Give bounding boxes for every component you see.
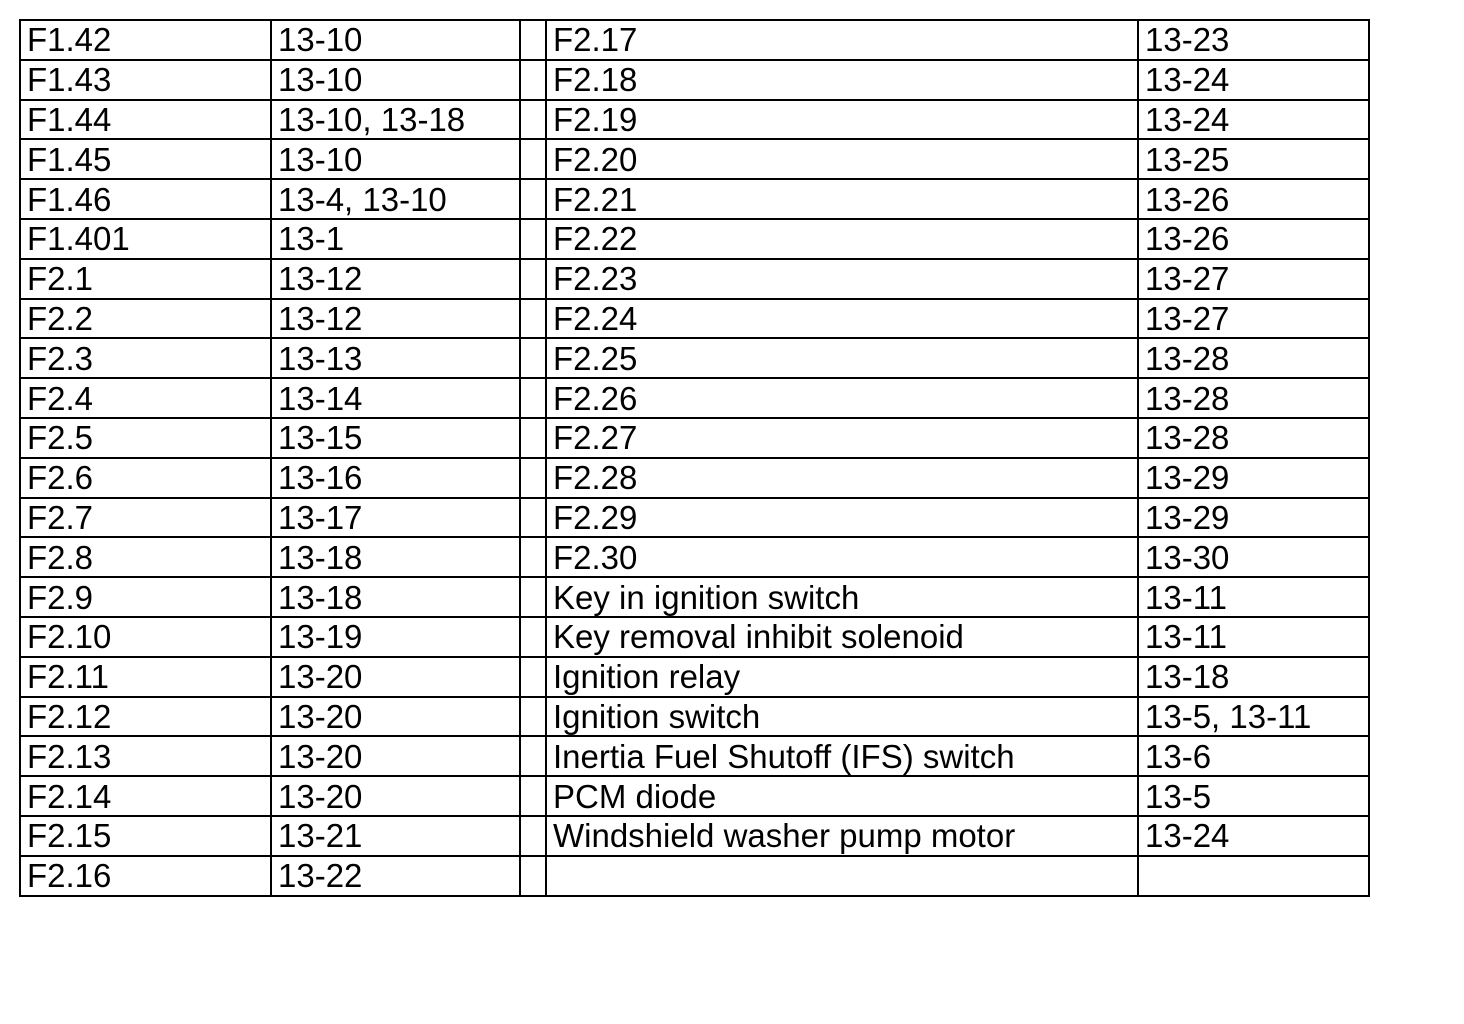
right-item-cell: F2.24 [546, 299, 1138, 339]
right-pages-cell: 13-28 [1138, 378, 1369, 418]
left-pages-cell: 13-22 [271, 856, 520, 896]
table-row [20, 378, 1369, 418]
left-item-cell: F2.10 [20, 617, 271, 657]
left-item-cell: F2.4 [20, 378, 271, 418]
left-pages-cell: 13-17 [271, 498, 520, 538]
left-pages-cell: 13-10 [271, 60, 520, 100]
right-item-cell: Ignition relay [546, 657, 1138, 697]
right-item-cell: Key in ignition switch [546, 577, 1138, 617]
left-pages-cell: 13-20 [271, 657, 520, 697]
left-item-cell: F2.9 [20, 577, 271, 617]
right-item-cell: F2.23 [546, 259, 1138, 299]
right-item-cell: F2.21 [546, 179, 1138, 219]
column-gap [520, 139, 546, 179]
column-gap [520, 60, 546, 100]
left-item-cell: F1.401 [20, 219, 271, 259]
right-pages-cell: 13-6 [1138, 736, 1369, 776]
column-gap [520, 537, 546, 577]
left-pages-cell: 13-12 [271, 259, 520, 299]
left-pages-cell: 13-16 [271, 458, 520, 498]
table-row [20, 458, 1369, 498]
column-gap [520, 617, 546, 657]
table-row [20, 816, 1369, 856]
right-item-cell: F2.18 [546, 60, 1138, 100]
table-row [20, 697, 1369, 737]
table-row [20, 657, 1369, 697]
right-pages-cell: 13-28 [1138, 418, 1369, 458]
left-item-cell: F2.3 [20, 338, 271, 378]
right-item-cell: Windshield washer pump motor [546, 816, 1138, 856]
table-row [20, 179, 1369, 219]
left-item-cell: F1.42 [20, 20, 271, 60]
left-pages-cell: 13-15 [271, 418, 520, 458]
left-pages-cell: 13-20 [271, 776, 520, 816]
left-pages-cell: 13-21 [271, 816, 520, 856]
right-item-cell: F2.20 [546, 139, 1138, 179]
table-row [20, 736, 1369, 776]
right-pages-cell: 13-24 [1138, 60, 1369, 100]
left-pages-cell: 13-12 [271, 299, 520, 339]
left-pages-cell: 13-10, 13-18 [271, 100, 520, 140]
column-gap [520, 816, 546, 856]
right-pages-cell: 13-11 [1138, 577, 1369, 617]
left-pages-cell: 13-20 [271, 697, 520, 737]
right-item-cell: F2.28 [546, 458, 1138, 498]
table-row [20, 537, 1369, 577]
left-item-cell: F2.16 [20, 856, 271, 896]
left-item-cell: F2.7 [20, 498, 271, 538]
column-gap [520, 100, 546, 140]
column-gap [520, 458, 546, 498]
table-row [20, 577, 1369, 617]
right-pages-cell: 13-29 [1138, 458, 1369, 498]
left-item-cell: F1.44 [20, 100, 271, 140]
column-gap [520, 219, 546, 259]
left-pages-cell: 13-18 [271, 537, 520, 577]
right-item-cell: F2.26 [546, 378, 1138, 418]
right-pages-cell: 13-29 [1138, 498, 1369, 538]
left-pages-cell: 13-10 [271, 20, 520, 60]
left-item-cell: F2.15 [20, 816, 271, 856]
left-pages-cell: 13-13 [271, 338, 520, 378]
left-pages-cell: 13-1 [271, 219, 520, 259]
left-pages-cell: 13-14 [271, 378, 520, 418]
column-gap [520, 20, 546, 60]
right-pages-cell: 13-24 [1138, 100, 1369, 140]
column-gap [520, 378, 546, 418]
column-gap [520, 856, 546, 896]
right-item-cell: F2.25 [546, 338, 1138, 378]
table-row [20, 856, 1369, 896]
right-pages-cell: 13-27 [1138, 299, 1369, 339]
right-item-cell: PCM diode [546, 776, 1138, 816]
left-pages-cell: 13-10 [271, 139, 520, 179]
right-pages-cell: 13-27 [1138, 259, 1369, 299]
right-pages-cell: 13-11 [1138, 617, 1369, 657]
table-row [20, 299, 1369, 339]
right-pages-cell: 13-18 [1138, 657, 1369, 697]
left-item-cell: F1.43 [20, 60, 271, 100]
column-gap [520, 657, 546, 697]
column-gap [520, 776, 546, 816]
column-gap [520, 299, 546, 339]
column-gap [520, 697, 546, 737]
right-item-cell: F2.22 [546, 219, 1138, 259]
left-item-cell: F2.12 [20, 697, 271, 737]
right-pages-cell: 13-23 [1138, 20, 1369, 60]
right-pages-cell: 13-5 [1138, 776, 1369, 816]
left-item-cell: F2.13 [20, 736, 271, 776]
table-row [20, 498, 1369, 538]
right-pages-cell: 13-30 [1138, 537, 1369, 577]
left-pages-cell: 13-20 [271, 736, 520, 776]
table-row [20, 259, 1369, 299]
left-item-cell: F2.8 [20, 537, 271, 577]
column-gap [520, 498, 546, 538]
left-item-cell: F2.14 [20, 776, 271, 816]
column-gap [520, 179, 546, 219]
right-pages-cell: 13-26 [1138, 219, 1369, 259]
left-pages-cell: 13-4, 13-10 [271, 179, 520, 219]
right-item-cell: Key removal inhibit solenoid [546, 617, 1138, 657]
left-item-cell: F1.46 [20, 179, 271, 219]
column-gap [520, 418, 546, 458]
table-row [20, 20, 1369, 60]
right-item-cell: Ignition switch [546, 697, 1138, 737]
table-body [20, 20, 1369, 896]
right-pages-cell: 13-25 [1138, 139, 1369, 179]
table-row [20, 418, 1369, 458]
right-pages-cell: 13-5, 13-11 [1138, 697, 1369, 737]
right-pages-cell: 13-24 [1138, 816, 1369, 856]
right-item-cell [546, 856, 1138, 896]
table-row [20, 776, 1369, 816]
right-pages-cell: 13-26 [1138, 179, 1369, 219]
left-pages-cell: 13-19 [271, 617, 520, 657]
right-pages-cell [1138, 856, 1369, 896]
right-item-cell: F2.27 [546, 418, 1138, 458]
left-item-cell: F2.1 [20, 259, 271, 299]
right-item-cell: F2.17 [546, 20, 1138, 60]
component-index-table [19, 19, 1370, 897]
left-item-cell: F1.45 [20, 139, 271, 179]
left-pages-cell: 13-18 [271, 577, 520, 617]
table-row [20, 100, 1369, 140]
left-item-cell: F2.2 [20, 299, 271, 339]
table-row [20, 617, 1369, 657]
left-item-cell: F2.5 [20, 418, 271, 458]
right-item-cell: F2.30 [546, 537, 1138, 577]
table-row [20, 60, 1369, 100]
left-item-cell: F2.6 [20, 458, 271, 498]
column-gap [520, 338, 546, 378]
table-row [20, 139, 1369, 179]
table-row [20, 338, 1369, 378]
right-item-cell: Inertia Fuel Shutoff (IFS) switch [546, 736, 1138, 776]
left-item-cell: F2.11 [20, 657, 271, 697]
column-gap [520, 736, 546, 776]
right-pages-cell: 13-28 [1138, 338, 1369, 378]
right-item-cell: F2.19 [546, 100, 1138, 140]
column-gap [520, 577, 546, 617]
right-item-cell: F2.29 [546, 498, 1138, 538]
column-gap [520, 259, 546, 299]
table-row [20, 219, 1369, 259]
